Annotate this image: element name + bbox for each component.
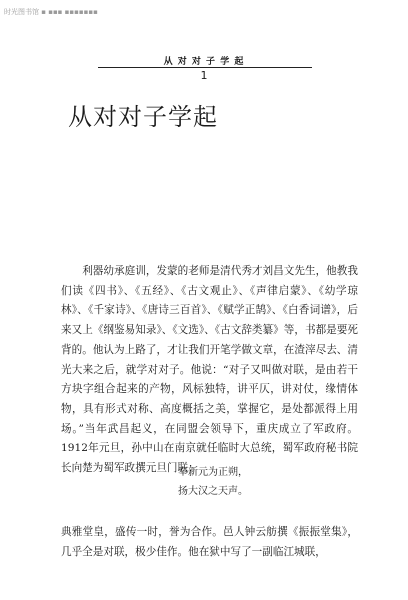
chapter-title: 从对对子学起 (68, 103, 218, 131)
body-paragraph-2: 典雅堂皇，盛传一时，誉为合作。邑人钟云舫撰《振振堂集》，几乎全是对联，极少佳作。他在狱中写了一副临江城联， (61, 526, 358, 558)
watermark-text: 时光图书馆 ▪ ▪▪▪ ▪▪▪▪▪▪▪ (4, 8, 98, 16)
body-paragraph-1: 利器幼承庭训，发蒙的老师是清代秀才刘昌文先生，他教我们读《四书》、《五经》、《古文观止》、《声律启蒙》、《幼学琼林》、《千家诗》、《唐诗三百首》、《赋学正鹄》、《白香词谱》，后来又上《纲鉴易知录》、《文选》、《古文辞类纂》等，书都是要死背的。他认为上路了，才让我们开笔学做文章，在渣滓尽去、清光大来之后，就学对对子。他说：“对子又叫做对联，是由若干方块字组合起来的产物，风标独特，讲平仄，讲对仗，缘情体物，具有形式对称、高度概括之美，掌握它，是处都派得上用场。”当年武昌起义，在同盟会领导下，重庆成立了军政府。1912年元旦，孙中山在南京就任临时大总统，蜀军政府秘书院长向楚为蜀军政撰元旦门联： (61, 265, 358, 475)
running-header: 从 对 对 子 学 起 (163, 57, 245, 67)
page-number: 1 (200, 69, 208, 82)
header-rule (98, 67, 312, 68)
couplet-line-1: 奉新元为正朔， (178, 467, 248, 478)
couplet-line-2: 扬大汉之天声。 (178, 486, 248, 497)
couplet-quote (178, 463, 248, 501)
